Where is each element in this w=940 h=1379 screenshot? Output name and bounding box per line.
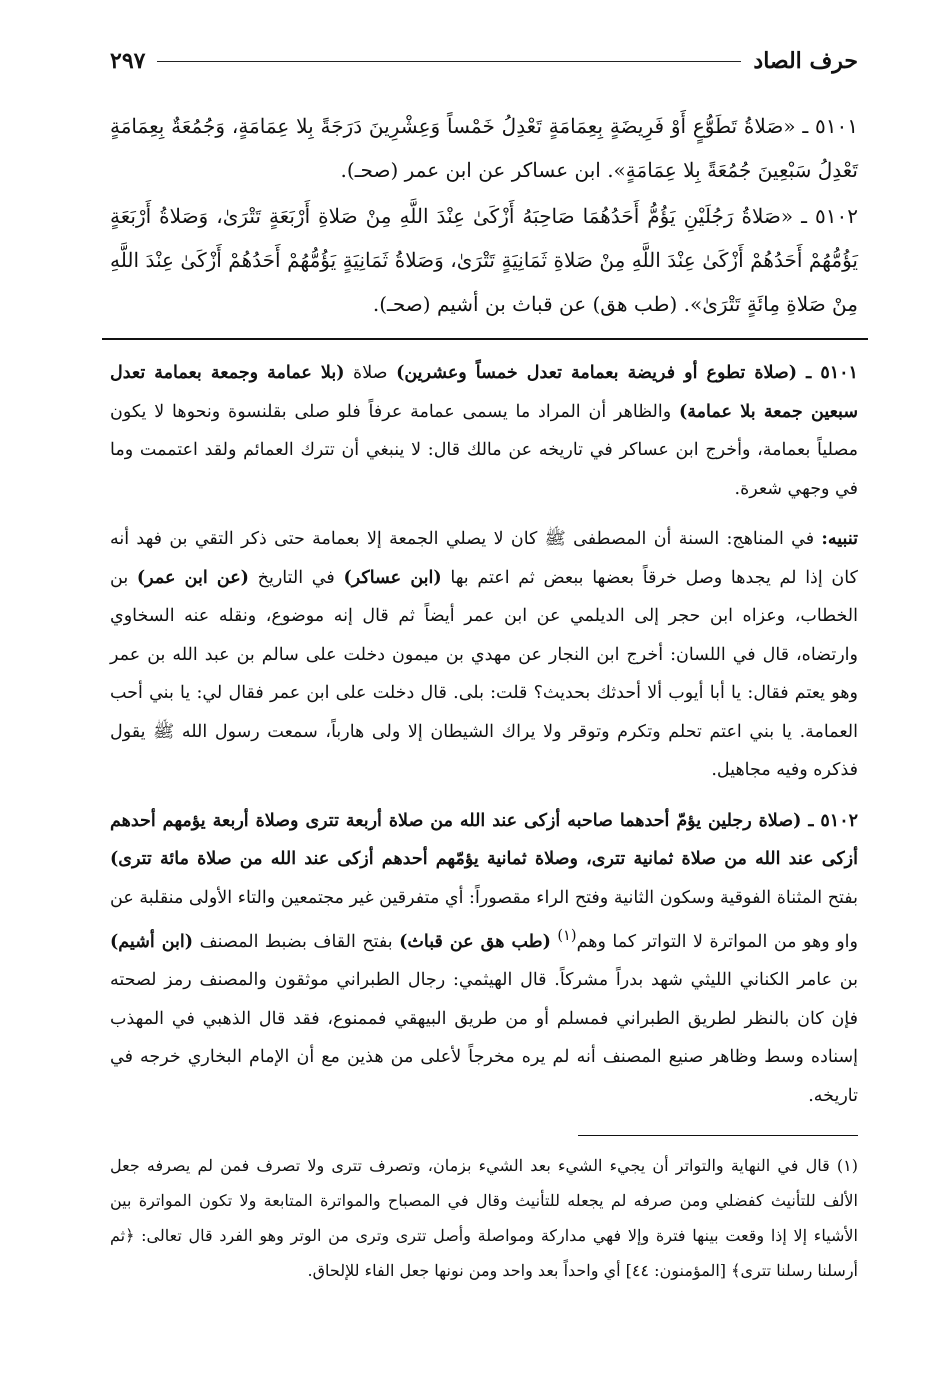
commentary-quote: (عن ابن عمر) xyxy=(136,567,249,588)
commentary-text: بفتح المثناة الفوقية وسكون الثانية وفتح الراء مقصوراً: أي متفرقين غير مجتمعين والتاء الأولى منقلبة عن واو وهو من المواترة لا التواتر كما وهم xyxy=(110,887,858,952)
commentary-block xyxy=(110,354,858,1115)
hadith-text: «صَلاةُ تَطَوُّعٍ أَوْ فَرِيضَةٍ بِعِمَامَةٍ تَعْدِلُ خَمْساً وَعِشْرِينَ دَرَجَةً بِلا عِمَامَةٍ، وَجُمُعَةٌ بِعِمَامَةٍ تَعْدِلُ سَبْعِينَ جُمُعَةً بِلا عِمَامَةٍ». xyxy=(110,114,858,182)
footnote-marker: (١) xyxy=(836,1156,859,1176)
footnote-ref[interactable]: (١) xyxy=(557,927,577,944)
commentary-quote: (ابن أشيم) xyxy=(110,931,194,952)
commentary-text: صلاة xyxy=(353,363,388,383)
commentary-5101 xyxy=(110,354,858,508)
commentary-heading: ٥١٠١ ـ (صلاة تطوع أو فريضة بعمامة تعدل خمساً وعشرين) xyxy=(396,363,858,383)
commentary-text: والظاهر أن المراد ما يسمى عمامة عرفاً فلو صلى بقلنسوة ونحوها لا يكون مصلياً بعمامة، وأخرج ابن عساكر في تاريخه عن مالك قال: لا ينبغي أن تترك العمائم ولقد اعتممت وما في وجهي شعرة. xyxy=(110,401,858,499)
hadith-5102: ٥١٠٢ ـ «صَلاةُ رَجُلَيْنِ يَؤُمُّ أَحَدُهُمَا صَاحِبَهُ أَزْكَىٰ عِنْدَ اللَّهِ مِنْ صَلاةِ أَرْبَعَةٍ تَتْرَىٰ، وَصَلاةُ أَرْبَعَةٍ يَؤُمُّهُمْ أَحَدُهُمْ أَزْكَىٰ عِنْدَ اللَّهِ مِنْ صَلاةِ ثَمَانِيَةٍ تَتْرَىٰ، وَصَلاةُ ثَمَانِيَةٍ يَؤُمُّهُمْ أَحَدُهُمْ أَزْكَىٰ عِنْدَ اللَّهِ مِنْ صَلاةِ مِائَةٍ تَتْرَىٰ». (طب هق) عن قباث بن أشيم (صحـ). xyxy=(110,204,858,316)
footnotes xyxy=(110,1148,858,1288)
commentary-quote: (ابن عساكر) xyxy=(343,567,442,588)
hadith-text-block xyxy=(110,104,858,326)
hadith-source: ابن عساكر عن ابن عمر (صحـ). xyxy=(340,158,601,182)
hadith-text: «صَلاةُ رَجُلَيْنِ يَؤُمُّ أَحَدُهُمَا صَاحِبَهُ أَزْكَىٰ عِنْدَ اللَّهِ مِنْ صَلاةِ أَرْبَعَةٍ تَتْرَىٰ، وَصَلاةُ أَرْبَعَةٍ يَؤُمُّهُمْ أَحَدُهُمْ أَزْكَىٰ عِنْدَ اللَّهِ مِنْ صَلاةِ ثَمَانِيَةٍ تَتْرَىٰ، وَصَلاةُ ثَمَانِيَةٍ يَؤُمُّهُمْ أَحَدُهُمْ أَزْكَىٰ عِنْدَ اللَّهِ مِنْ صَلاةِ مِائَةٍ تَتْرَىٰ». xyxy=(110,204,858,316)
header-rule xyxy=(157,61,741,62)
hadith-5101: ٥١٠١ ـ «صَلاةُ تَطَوُّعٍ أَوْ فَرِيضَةٍ بِعِمَامَةٍ تَعْدِلُ خَمْساً وَعِشْرِينَ دَرَجَةً بِلا عِمَامَةٍ، وَجُمُعَةٌ بِعِمَامَةٍ تَعْدِلُ سَبْعِينَ جُمُعَةً بِلا عِمَامَةٍ». ابن عساكر عن ابن عمر (صحـ). xyxy=(110,114,859,182)
commentary-text: في المناهج: السنة أن المصطفى ﷺ كان لا يصلي الجمعة إلا بعمامة حتى ذكر التقي بن فهد أنه كان إذا لم يجدها وصل خرقاً بعضها ببعض ثم اعتم بها xyxy=(110,529,858,588)
section-divider xyxy=(102,338,868,340)
chapter-title: حرف الصاد xyxy=(753,48,858,74)
commentary-heading: ٥١٠٢ ـ (صلاة رجلين يؤمّ أحدهما صاحبه أزكى عند الله من صلاة أربعة تترى وصلاة أربعة يؤمهم أحدهم أزكى عند الله من صلاة ثمانية تترى، وصلاة ثمانية يؤمّهم أحدهم أزكى عند الله من صلاة مائة تترى) xyxy=(110,810,858,869)
hadith-number: ٥١٠٢ xyxy=(815,204,858,228)
footnote-1 xyxy=(110,1148,858,1288)
commentary-text: بفتح القاف بضبط المصنف xyxy=(199,931,393,952)
commentary-quote: (بلا عمامة وجمعة بعمامة تعدل سبعين جمعة بلا عمامة) xyxy=(110,363,858,422)
commentary-quote: (طب هق عن قباث) xyxy=(399,931,551,952)
commentary-text: بن عامر الكناني الليثي شهد بدراً مشركاً. قال الهيثمي: رجال الطبراني موثقون والمصنف رمز لصحته فإن كان بالنظر لطريق الطبراني فمسلم أو من طريق البيهقي فممنوع، فقد قال الذهبي في المهذب إسناده وسط وظاهر صنيع المصنف أنه لم يره مخرجاً لأعلى من هذين مع أن الإمام البخاري خرجه في تاريخه. xyxy=(110,970,858,1106)
commentary-note xyxy=(110,520,858,790)
footnote-rule xyxy=(578,1135,858,1136)
commentary-text: بن الخطاب، وعزاه ابن حجر إلى الديلمي عن ابن عمر أيضاً ثم قال إنه موضوع، ونقله عنه السخاوي وارتضاه، قال في اللسان: أخرج ابن النجار عن مهدي بن ميمون دخلت على سالم بن عبد الله بن عمر وهو يعتم فقال: يا أبا أيوب ألا أحدثك بحديث؟ قلت: بلى. قال دخلت على ابن عمر فقال لي: يا بني أحب العمامة. يا بني اعتم تحلم وتكرم وتوقر ولا يراك الشيطان إلا ولى هارباً، سمعت رسول الله ﷺ يقول فذكره وفيه مجاهيل. xyxy=(110,567,858,780)
commentary-text: في التاريخ xyxy=(257,567,335,588)
footnote-text: قال في النهاية والتواتر أن يجيء الشيء بعد الشيء بزمان، وتصرف تترى ولا تصرف فمن لم يصرفه جعل الألف للتأنيث كفضلي ومن صرفه لم يجعله للتأنيث وقال في المصباح والمواترة المتابعة ولا تكون المواترة بين الأشياء إلا إذا وقعت بينها فترة وإلا فهي مداركة ومواصلة وأصل تترى وترى من الوتر وهو الفرد قال تعالى: ﴿ثم أرسلنا رسلنا تترى﴾ [المؤمنون: ٤٤] أي واحداً بعد واحد ومن نونها جعل الفاء للإلحاق. xyxy=(110,1156,858,1281)
note-label: تنبيه: xyxy=(821,529,858,549)
hadith-number: ٥١٠١ xyxy=(815,114,859,138)
hadith-source: (طب هق) عن قباث بن أشيم (صحـ). xyxy=(372,292,678,316)
page-number: ٢٩٧ xyxy=(110,48,146,74)
running-header xyxy=(110,48,858,82)
commentary-5102 xyxy=(110,802,858,1116)
